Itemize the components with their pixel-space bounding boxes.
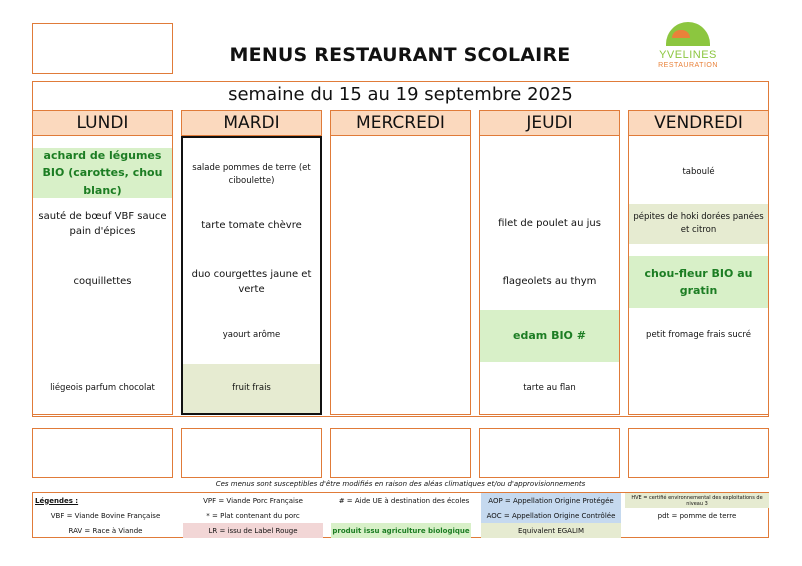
legend-bio: produit issu agriculture biologique xyxy=(331,523,471,538)
menu-item-dessert: tarte au flan xyxy=(523,383,576,394)
day-column-vendredi xyxy=(628,110,769,415)
menu-item-main: tarte tomate chèvre xyxy=(201,220,302,232)
menu-item-main: pépites de hoki dorées panées et citron xyxy=(629,204,768,244)
menu-item-main: sauté de bœuf VBF sauce pain d'épices xyxy=(38,210,167,237)
day-header: MERCREDI xyxy=(330,110,471,136)
extra-cell-vendredi xyxy=(628,428,769,478)
menu-item-starter: achard de légumes BIO (carottes, chou blanc) xyxy=(33,148,172,198)
legend-vbf: VBF = Viande Bovine Française xyxy=(50,511,161,520)
page-title: MENUS RESTAURANT SCOLAIRE xyxy=(229,44,571,66)
legend-porc: * = Plat contenant du porc xyxy=(206,511,300,520)
legend-aop: AOP = Appellation Origine Protégée xyxy=(481,493,621,508)
legend-title: Légendes : xyxy=(35,496,79,505)
menu-item-dairy: petit fromage frais sucré xyxy=(646,330,751,341)
legend-vpf: VPF = Viande Porc Française xyxy=(203,496,303,505)
menu-item-dessert: fruit frais xyxy=(183,364,320,413)
menu-item-starter xyxy=(480,148,619,198)
menu-item-dairy: yaourt arôme xyxy=(222,330,281,341)
day-column-mercredi xyxy=(330,110,471,415)
day-body xyxy=(479,136,620,415)
day-column-mardi xyxy=(181,110,322,415)
logo-name: YVELINES xyxy=(659,49,717,61)
day-header: MARDI xyxy=(181,110,322,136)
legend-aoc: AOC = Appellation Origine Contrôlée xyxy=(481,508,621,523)
day-header: JEUDI xyxy=(479,110,620,136)
logo-subtitle: RESTAURATION xyxy=(658,62,718,69)
extra-cell-mardi xyxy=(181,428,322,478)
logo-sun-icon xyxy=(666,22,710,46)
legend-ue: # = Aide UE à destination des écoles xyxy=(338,496,470,505)
day-body xyxy=(32,136,173,415)
menu-item-dairy xyxy=(33,310,172,362)
legend-egalim: Equivalent EGALIM xyxy=(481,523,621,538)
legend-panel xyxy=(32,492,769,538)
legend-rav: RAV = Race à Viande xyxy=(68,526,143,535)
day-body xyxy=(181,136,322,415)
day-header: LUNDI xyxy=(32,110,173,136)
logo-placeholder-box xyxy=(32,23,173,74)
day-body xyxy=(330,136,471,415)
menu-item-side: coquillettes xyxy=(73,276,132,288)
menu-item-dessert xyxy=(629,364,768,414)
menu-item-starter: taboulé xyxy=(682,167,715,178)
menu-item-side: chou-fleur BIO au gratin xyxy=(629,256,768,308)
menu-item-dessert: liégeois parfum chocolat xyxy=(50,383,155,394)
disclaimer-note: Ces menus sont susceptibles d'être modifiés en raison des aléas climatiques et/ou d'approvisionnements xyxy=(215,480,586,488)
day-column-jeudi xyxy=(479,110,620,415)
week-title: semaine du 15 au 19 septembre 2025 xyxy=(228,84,573,105)
legend-pdt: pdt = pomme de terre xyxy=(657,511,737,520)
legend-hve: HVE = certifié environnemental des exploitations de niveau 3 xyxy=(625,493,769,508)
day-header: VENDREDI xyxy=(628,110,769,136)
extra-cell-jeudi xyxy=(479,428,620,478)
yvelines-restauration-logo xyxy=(648,18,728,72)
menu-item-dairy: edam BIO # xyxy=(480,310,619,362)
menu-item-side: duo courgettes jaune et verte xyxy=(191,268,312,295)
extra-cell-lundi xyxy=(32,428,173,478)
extra-cell-mercredi xyxy=(330,428,471,478)
day-body xyxy=(628,136,769,415)
menu-item-starter: salade pommes de terre (et ciboulette) xyxy=(192,162,311,186)
menu-item-side: flageolets au thym xyxy=(502,276,597,288)
menu-item-main: filet de poulet au jus xyxy=(498,218,601,230)
day-column-lundi xyxy=(32,110,173,415)
legend-lr: LR = issu de Label Rouge xyxy=(183,523,323,538)
